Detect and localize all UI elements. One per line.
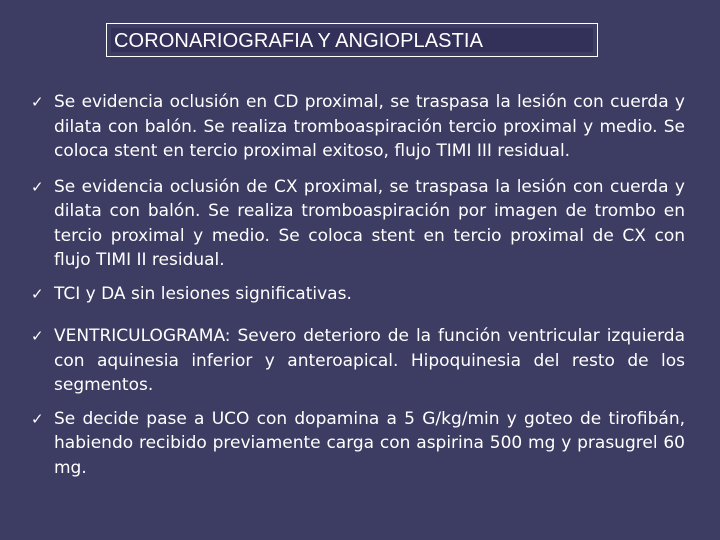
- title-box: [106, 23, 598, 57]
- checkmark-icon: ✓: [31, 284, 44, 303]
- bullet-item: [31, 407, 685, 481]
- checkmark-icon: ✓: [31, 177, 44, 196]
- bullet-text: TCI y DA sin lesiones significativas.: [54, 283, 352, 304]
- bullet-text: VENTRICULOGRAMA: Severo deterioro de la función ventricular izquierda con aquinesia inferior y anteroapical. Hipoquinesia del resto de los segmentos.: [54, 326, 685, 395]
- checkmark-icon: ✓: [31, 327, 44, 345]
- bullet-item: [31, 282, 685, 307]
- slide-title: CORONARIOGRAFIA Y ANGIOPLASTIA: [114, 30, 484, 52]
- bullet-item: [31, 175, 685, 273]
- bullet-text: Se decide pase a UCO con dopamina a 5 G/kg/min y goteo de tirofibán, habiendo recibido previamente carga con aspirina 500 mg y prasugrel 60 mg.: [54, 408, 685, 478]
- bullet-list: [31, 90, 685, 480]
- bullet-text: Se evidencia oclusión de CX proximal, se traspasa la lesión con cuerda y dilata con balón. Se realiza tromboaspiración por imagen de trombo en tercio proximal y medio. Se coloca stent en tercio proximal de CX con flujo TIMI II residual.: [54, 176, 685, 270]
- bullet-item: [31, 324, 685, 398]
- bullet-text: Se evidencia oclusión en CD proximal, se traspasa la lesión con cuerda y dilata con balón. Se realiza tromboaspiración tercio proximal y medio. Se coloca stent en tercio proximal exitoso, flujo TIMI III residual.: [54, 92, 685, 161]
- checkmark-icon: ✓: [31, 409, 44, 428]
- checkmark-icon: ✓: [31, 93, 44, 111]
- bullet-item: [31, 90, 685, 164]
